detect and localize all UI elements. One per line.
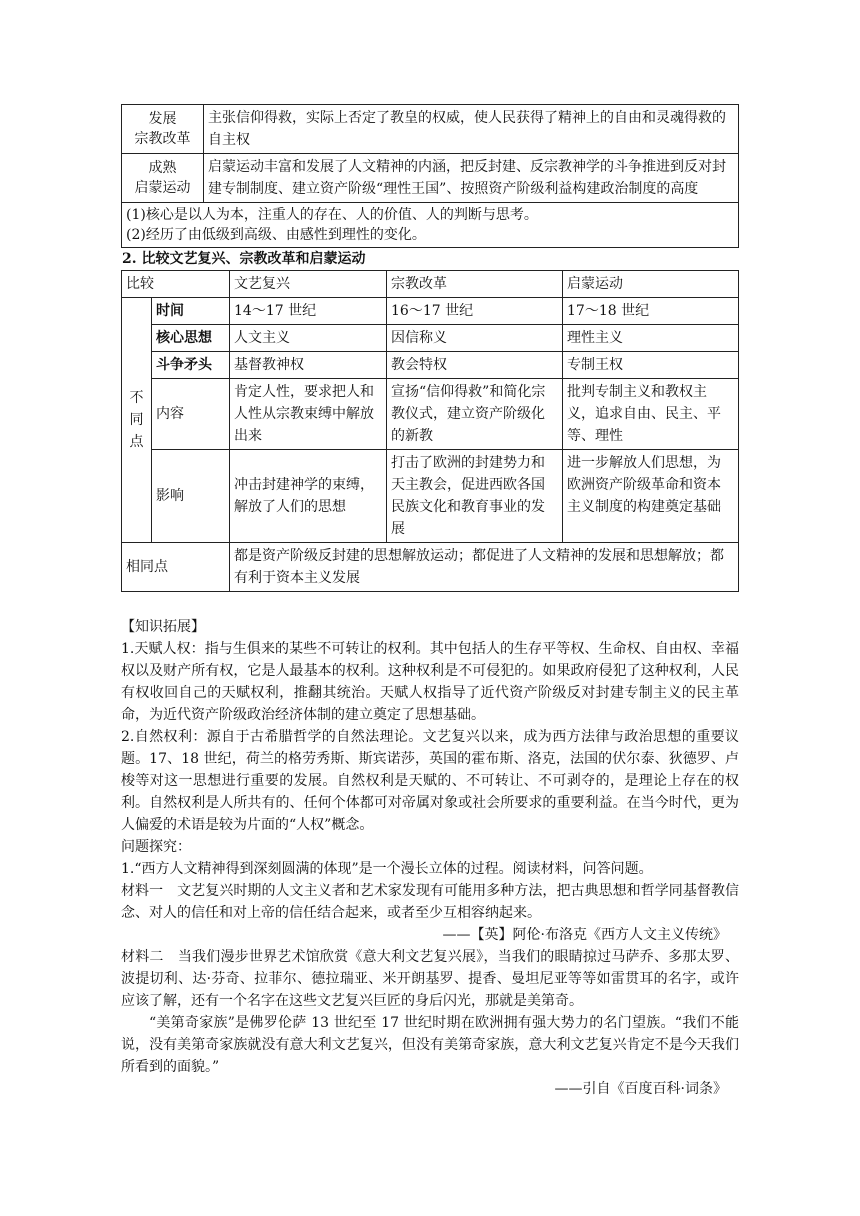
table-cell: 打击了欧洲的封建势力和天主教会，促进西欧各国民族文化和教育事业的发展 <box>387 450 563 543</box>
row-label: 时间 <box>152 298 230 325</box>
table-row <box>122 352 739 379</box>
stage-content: 主张信仰得救，实际上否定了教皇的权威，使人民获得了精神上的自由和灵魂得救的自主权 <box>204 105 739 154</box>
header-cell: 宗教改革 <box>387 271 563 298</box>
stage-label <box>122 154 204 203</box>
note-line: (1)核心是以人为本，注重人的存在、人的价值、人的判断与思考。 <box>126 207 538 223</box>
table-cell: 16～17 世纪 <box>387 298 563 325</box>
table-cell: 专制王权 <box>563 352 739 379</box>
row-label: 影响 <box>152 450 230 543</box>
table-cell: 批判专制主义和教权主义，追求自由、民主、平等、理性 <box>563 379 739 450</box>
table-row <box>122 450 739 543</box>
table-cell: 都是资产阶级反封建的思想解放运动；都促进了人文精神的发展和思想解放；都有利于资本主义发展 <box>230 543 739 592</box>
summary-notes <box>122 203 739 248</box>
table-row <box>122 105 739 154</box>
material-source: ——引自《百度百科·词条》 <box>554 1081 727 1097</box>
document-page <box>121 104 739 1100</box>
table-row <box>122 543 739 592</box>
table-cell: 冲击封建神学的束缚，解放了人们的思想 <box>230 450 387 543</box>
stage-label-line: 宗教改革 <box>134 131 191 147</box>
comparison-table <box>121 270 739 592</box>
table-row <box>122 154 739 203</box>
table-row <box>122 379 739 450</box>
note-line: (2)经历了由低级到高级、由感性到理性的变化。 <box>126 227 426 243</box>
inquiry-title: 问题探究： <box>121 839 191 855</box>
table-row <box>122 298 739 325</box>
stage-label-line: 发展 <box>148 111 177 127</box>
table-row <box>122 325 739 352</box>
table-cell: 人文主义 <box>230 325 387 352</box>
material-text: 材料一 文艺复兴时期的人文主义者和艺术家发现有可能用多种方法，把古典思想和哲学同基督教信念、对人的信任和对上帝的信任结合起来，或者至少互相容纳起来。 <box>121 883 739 921</box>
row-label: 核心思想 <box>152 325 230 352</box>
knowledge-item: 1.天赋人权：指与生俱来的某些不可转让的权利。其中包括人的生存平等权、生命权、自由权、幸福权以及财产所有权，它是人最基本的权利。这种权利是不可侵犯的。如果政府侵犯了这种权利，人民有权收回自己的天赋权利，推翻其统治。天赋人权指导了近代资产阶级反对封建专制主义的民主革命，为近代资产阶级政治经济体制的建立奠定了思想基础。 <box>121 641 739 723</box>
row-label: 斗争矛头 <box>152 352 230 379</box>
knowledge-item: 2.自然权利：源自于古希腊哲学的自然法理论。文艺复兴以来，成为西方法律与政治思想的重要议题。17、18 世纪，荷兰的格劳秀斯、斯宾诺莎，英国的霍布斯、洛克，法国的伏尔泰、狄德罗、卢梭等对这一思想进行重要的发展。自然权利是天赋的、不可转让、不可剥夺的，是理论上存在的权利。自然权利是人所共有的、任何个体都可对帝属对象或社会所要求的重要利益。在当今时代，更为人偏爱的术语是较为片面的“人权”概念。 <box>121 729 739 833</box>
material-source: ——【英】阿伦·布洛克《西方人文主义传统》 <box>442 927 727 943</box>
stage-label-line: 启蒙运动 <box>134 180 191 196</box>
header-cell: 文艺复兴 <box>230 271 387 298</box>
table-cell: 17～18 世纪 <box>563 298 739 325</box>
header-cell: 启蒙运动 <box>563 271 739 298</box>
stages-table <box>121 104 739 248</box>
header-cell: 比较 <box>122 271 230 298</box>
material-text: 材料二 当我们漫步世界艺术馆欣赏《意大利文艺复兴展》，当我们的眼睛掠过马萨乔、多那太罗、波提切利、达·芬奇、拉菲尔、德拉瑞亚、米开朗基罗、提香、曼坦尼亚等等如雷贯耳的名字，或许应该了解，还有一个名字在这些文艺复兴巨匠的身后闪光，那就是美第奇。 <box>121 949 739 1009</box>
group-label-text: 不同点 <box>129 390 144 450</box>
row-label: 相同点 <box>122 543 230 592</box>
table-cell: 宣扬“信仰得救”和简化宗教仪式，建立资产阶级化的新教 <box>387 379 563 450</box>
group-label <box>122 298 152 543</box>
stage-content: 启蒙运动丰富和发展了人文精神的内涵，把反封建、反宗教神学的斗争推进到反对封建专制制度、建立资产阶级“理性王国”、按照资产阶级利益构建政治制度的高度 <box>204 154 739 203</box>
table-cell: 肯定人性，要求把人和人性从宗教束缚中解放出来 <box>230 379 387 450</box>
table-cell: 因信称义 <box>387 325 563 352</box>
stage-label-line: 成熟 <box>148 160 177 176</box>
table-cell: 教会特权 <box>387 352 563 379</box>
table-cell: 理性主义 <box>563 325 739 352</box>
row-label: 内容 <box>152 379 230 450</box>
table-row <box>122 203 739 248</box>
stage-label <box>122 105 204 154</box>
knowledge-title: 【知识拓展】 <box>121 619 205 635</box>
table-cell: 基督教神权 <box>230 352 387 379</box>
table-cell: 14～17 世纪 <box>230 298 387 325</box>
table-cell: 进一步解放人们思想，为欧洲资产阶级革命和资本主义制度的构建奠定基础 <box>563 450 739 543</box>
table-header-row <box>122 271 739 298</box>
material-quote: “美第奇家族”是佛罗伦萨 13 世纪至 17 世纪时期在欧洲拥有强大势力的名门望族。“我们不能说，没有美第奇家族就没有意大利文艺复兴，但没有美第奇家族，意大利文艺复兴肯定不是今天我们所看到的面貌。” <box>121 1015 739 1075</box>
section-title: 2. 比较文艺复兴、宗教改革和启蒙运动 <box>122 251 366 267</box>
inquiry-question: 1.“西方人文精神得到深刻圆满的体现”是一个漫长立体的过程。阅读材料，问答问题。 <box>121 861 653 877</box>
